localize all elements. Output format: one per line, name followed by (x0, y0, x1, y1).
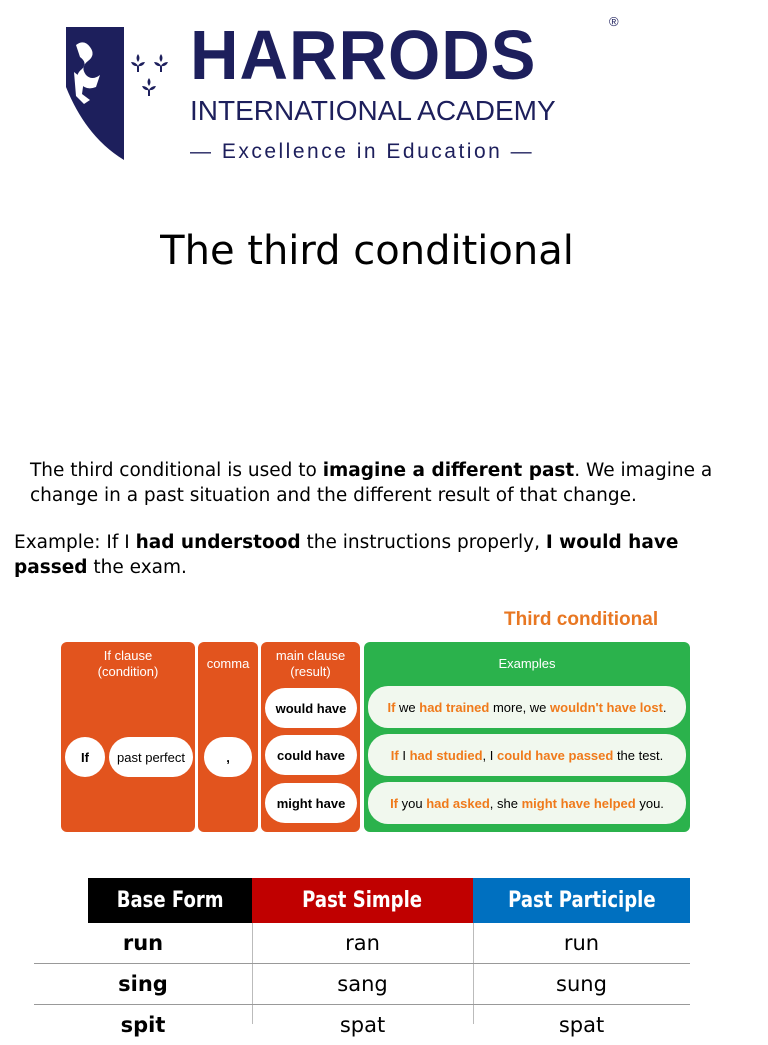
example-sentence: If we had trained more, we wouldn't have lost . (368, 686, 686, 728)
table-cell: spit (120, 1013, 166, 1037)
modal-might-have: might have (265, 783, 357, 823)
table-cell: spat (558, 1013, 605, 1037)
modal-could-have: could have (265, 735, 357, 775)
examples-column (364, 642, 690, 832)
main-clause-column (261, 642, 360, 832)
logo-subtitle: INTERNATIONAL ACADEMY (190, 95, 556, 126)
logo-name: HARRODS (190, 16, 537, 94)
example-sentence: If I had studied , I could have passed the test. (368, 734, 686, 776)
comma-column (198, 642, 258, 832)
fleur-de-lis-icon (127, 52, 173, 104)
logo-tagline: — Excellence in Education — (190, 140, 535, 163)
registered-mark: ® (609, 14, 619, 29)
table-cell: sung (556, 972, 607, 996)
table-cell: sing (118, 972, 168, 996)
if-clause-column (61, 642, 195, 832)
page-title: The third conditional (160, 228, 574, 274)
modal-would-have: would have (265, 688, 357, 728)
table-cell: run (563, 931, 600, 955)
shield-logo-icon (66, 27, 124, 160)
example-sentence: If you had asked , she might have helped you. (368, 782, 686, 824)
intro-paragraph: The third conditional is used to imagine a different past. We imagine a change in a past situation and the different result of that change. (30, 460, 713, 506)
table-cell: run (122, 931, 164, 955)
header-past-simple: Past Simple (252, 878, 473, 923)
if-pill: If (65, 737, 105, 777)
comma-header: comma (206, 656, 250, 671)
header-past-participle: Past Participle (473, 878, 690, 923)
table-cell: spat (339, 1013, 386, 1037)
example-paragraph: Example: If I had understood the instructions properly, I would have passed the exam. (14, 532, 679, 578)
examples-header: Examples (498, 656, 556, 671)
main-clause-header: main clause (result) (275, 648, 346, 679)
comma-pill: , (204, 737, 252, 777)
if-clause-header: If clause (condition) (97, 648, 159, 679)
table-cell: sang (337, 972, 388, 996)
table-cell: ran (345, 931, 380, 955)
past-perfect-pill: past perfect (109, 737, 193, 777)
diagram-title: Third conditional (504, 609, 659, 630)
header-base-form: Base Form (88, 878, 252, 923)
